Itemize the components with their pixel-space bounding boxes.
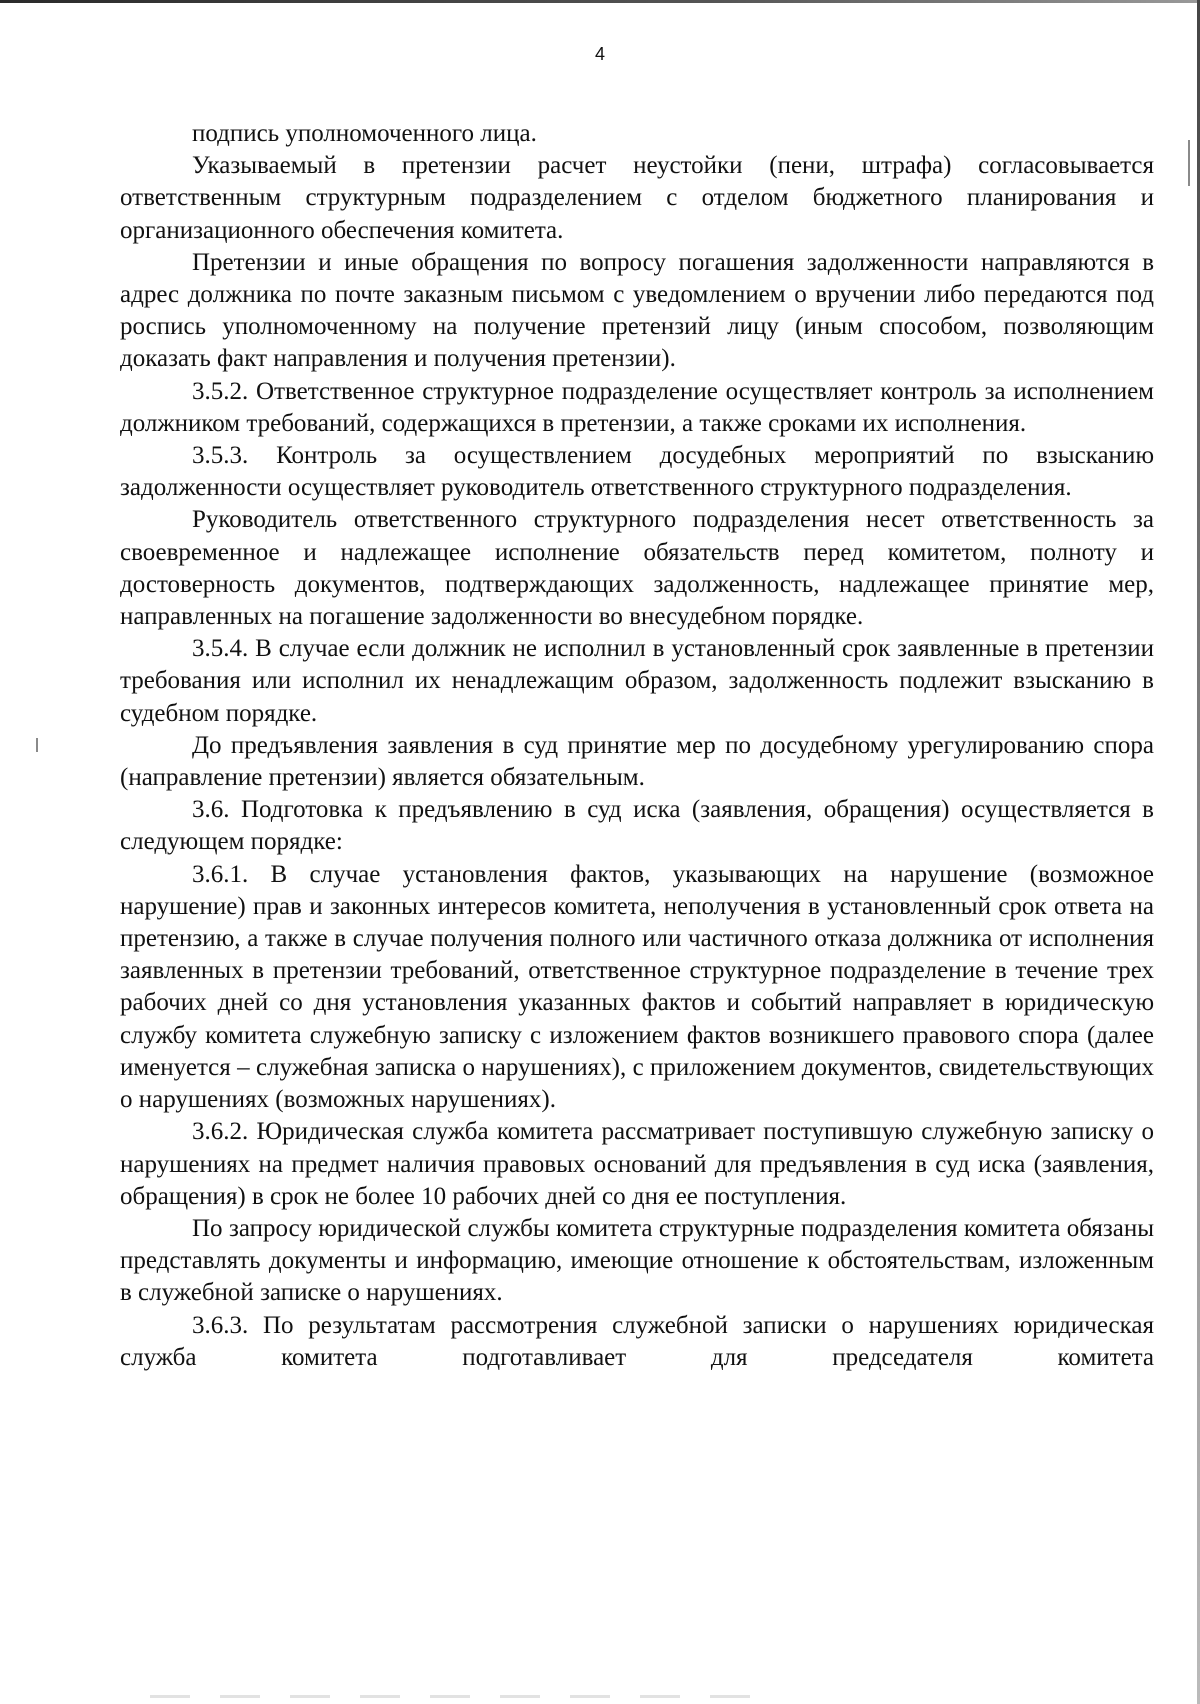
paragraph: 3.5.3. Контроль за осуществлением досудебных мероприятий по взысканию задолженности осуществляет руководитель ответственного структурного подразделения. [120,442,1154,502]
paragraph: 3.5.2. Ответственное структурное подразделение осуществляет контроль за исполнением должником требований, содержащихся в претензии, а также сроками их исполнения. [120,377,1154,437]
paragraph: 3.5.4. В случае если должник не исполнил в установленный срок заявленные в претензии требования или исполнил их ненадлежащим образом, задолженность подлежит взысканию в судебном порядке. [120,635,1154,727]
paragraph: 3.6.2. Юридическая служба комитета рассматривает поступившую служебную записку о нарушениях на предмет наличия правовых оснований для предъявления в суд иска (заявления, обращения) в срок не более 10 рабочих дней со дня ее поступления. [120,1118,1154,1210]
document-body [120,118,1154,1374]
paragraph: Претензии и иные обращения по вопросу погашения задолженности направляются в адрес должника по почте заказным письмом с уведомлением о вручении либо передаются под роспись уполномоченному на получение претензий лицу (иным способом, позволяющим доказать факт направления и получения претензии). [120,248,1154,373]
margin-mark [36,738,38,752]
page-number: 4 [594,44,605,64]
paragraph: По запросу юридической службы комитета структурные подразделения комитета обязаны представлять документы и информацию, имеющие отношение к обстоятельствам, изложенным в служебной записке о нарушениях. [120,1214,1154,1307]
paragraph: Руководитель ответственного структурного подразделения несет ответственность за своевременное и надлежащее исполнение обязательств перед комитетом, полноту и достоверность документов, подтверждающих задолженность, надлежащее принятие мер, направленных на погашение задолженности во внесудебном порядке. [120,506,1154,631]
paragraph: 3.6.1. В случае установления фактов, указывающих на нарушение (возможное нарушение) прав и законных интересов комитета, неполучения в установленный срок ответа на претензию, а также в случае получения полного или частичного отказа должника от исполнения заявленных в претензии требований, ответственное структурное подразделение в течение трех рабочих дней со дня установления указанных фактов и событий направляет в юридическую службу комитета служебную записку с изложением фактов возникшего правового спора (далее именуется – служебная записка о нарушениях), с приложением документов, свидетельствующих о нарушениях (возможных нарушениях). [120,860,1154,1114]
scan-noise [150,1695,750,1698]
paragraph: До предъявления заявления в суд принятие мер по досудебному урегулированию спора (направление претензии) является обязательным. [120,731,1154,792]
paragraph: 3.6. Подготовка к предъявлению в суд иска (заявления, обращения) осуществляется в следующем порядке: [120,796,1154,856]
scan-edge-top [0,0,1200,3]
margin-mark [1188,140,1190,186]
paragraph: 3.6.3. По результатам рассмотрения служебной записки о нарушениях юридическая служба комитета подготавливает для председателя комитета [120,1311,1154,1371]
paragraph: Указываемый в претензии расчет неустойки (пени, штрафа) согласовывается ответственным структурным подразделением с отделом бюджетного планирования и организационного обеспечения комитета. [120,152,1154,244]
paragraph: подпись уполномоченного лица. [192,120,537,147]
